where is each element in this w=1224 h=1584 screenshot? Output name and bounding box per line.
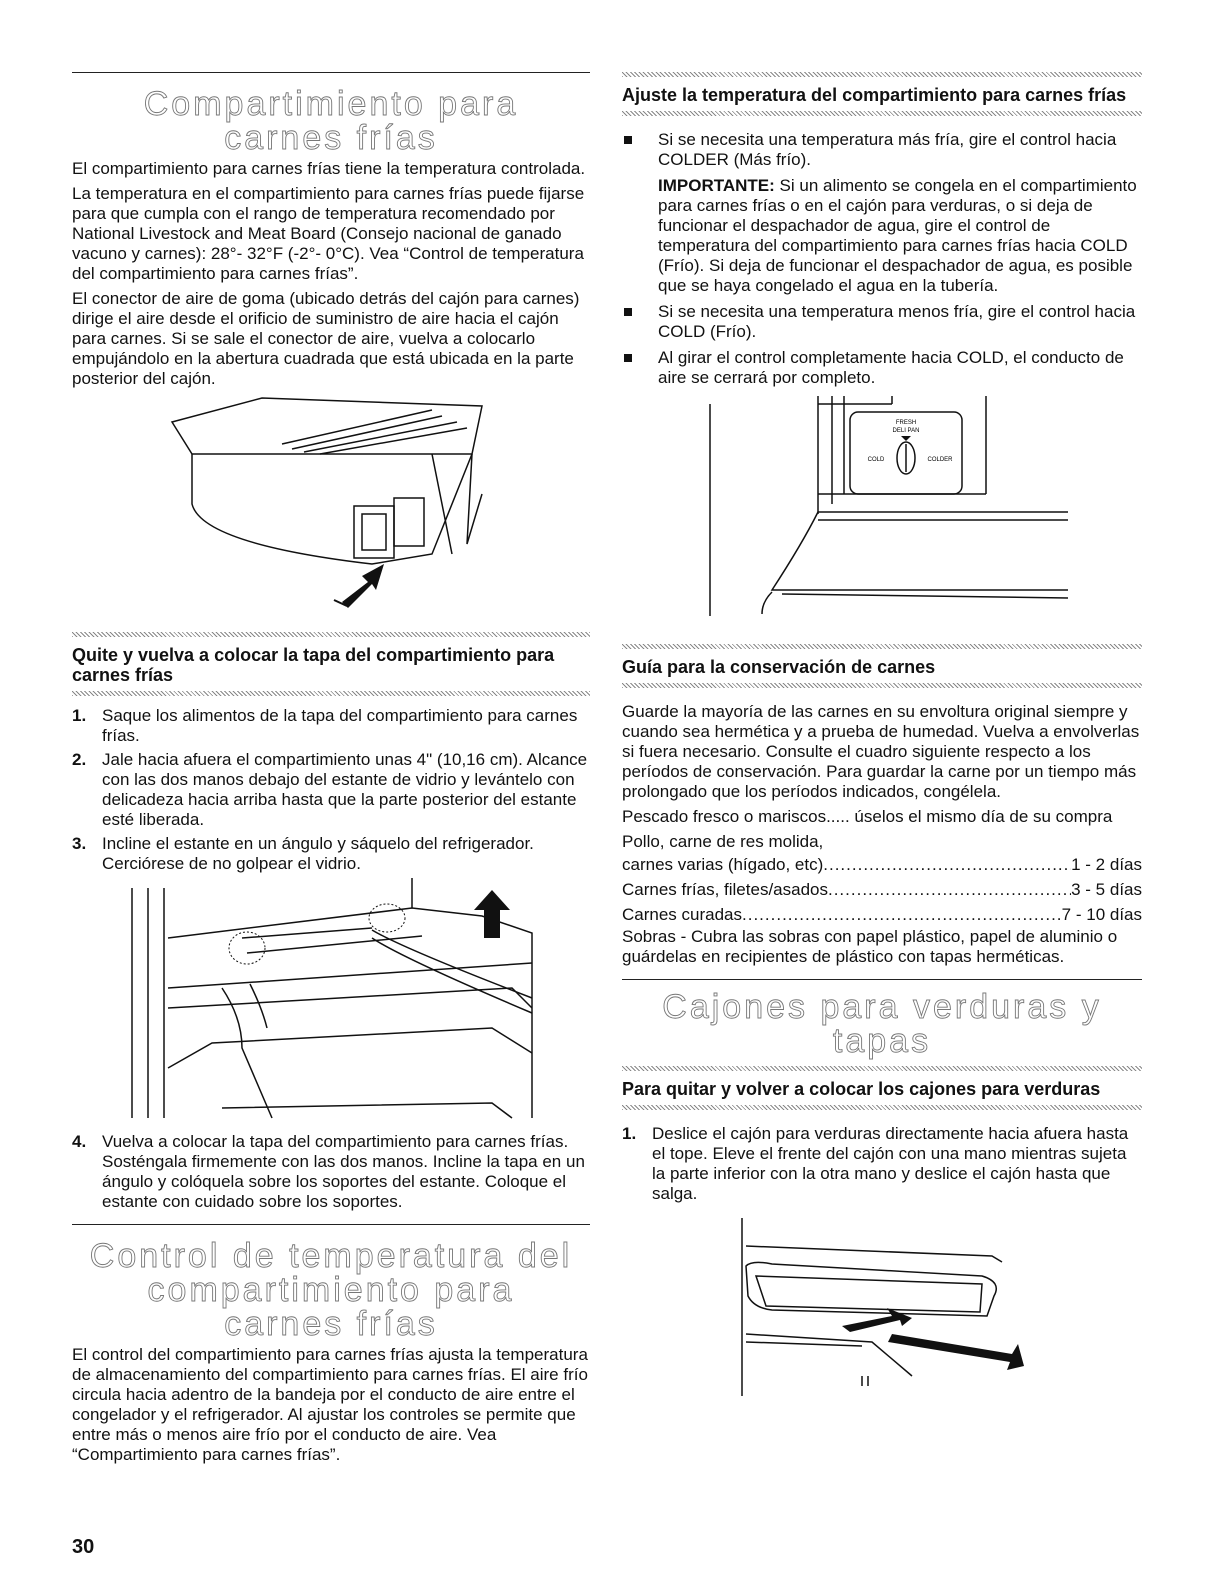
page-number: 30	[72, 1536, 95, 1558]
list-item	[622, 302, 1142, 342]
step-text: Vuelva a colocar la tapa del compartimiento para carnes frías. Sosténgala firmemente con las dos manos. Incline la tapa en un ángulo y colóquela sobre los soportes del estante. Coloque el estante con cuidado sobre los soportes.	[102, 1132, 585, 1211]
step-text: Incline el estante en un ángulo y sáquelo del refrigerador. Cerciórese de no golpear el vidrio.	[102, 834, 534, 873]
step-number: 1.	[72, 706, 87, 725]
storage-period: 3 - 5 días	[1071, 880, 1142, 899]
title-line: Cajones para verduras y tapas	[662, 988, 1102, 1060]
section-rule	[622, 979, 1142, 980]
subheading-crispers: Para quitar y volver a colocar los cajones para verduras	[622, 1079, 1101, 1099]
storage-item: Carnes frías, filetes/asados	[622, 880, 828, 899]
title-line: compartimiento para	[147, 1271, 515, 1309]
hatch-rule	[622, 111, 1142, 116]
table-row	[622, 877, 1142, 902]
paragraph: Sobras - Cubra las sobras con papel plástico, papel de aluminio o guárdelas en recipientes de plástico con tapas herméticas.	[622, 927, 1118, 966]
list-item	[72, 706, 590, 746]
subheading-adjust-temperature: Ajuste la temperatura del compartimiento para carnes frías	[622, 85, 1127, 105]
section-title-temperature-control	[72, 1239, 590, 1341]
steps-list	[72, 706, 590, 874]
list-item	[622, 1124, 1142, 1204]
storage-table	[622, 852, 1142, 927]
list-item	[72, 1132, 590, 1212]
storage-item: Carnes curadas	[622, 905, 743, 924]
dial-label: FRESH	[895, 420, 917, 426]
hatch-rule	[622, 1105, 1142, 1110]
list-item	[622, 348, 1142, 388]
section-rule	[72, 1224, 590, 1225]
step-number: 4.	[72, 1132, 87, 1151]
hatch-rule	[72, 691, 590, 696]
crisper-removal-illustration	[732, 1216, 1152, 1406]
title-line: Compartimiento para	[143, 85, 519, 123]
step-number: 3.	[72, 834, 87, 853]
subheading-remove-cover: Quite y vuelva a colocar la tapa del compartimiento para carnes frías	[72, 645, 555, 685]
list-item	[72, 834, 590, 874]
shelf-removal-illustration	[72, 878, 590, 1128]
table-row	[622, 902, 1142, 927]
title-line: carnes frías	[224, 119, 438, 157]
table-row	[622, 852, 1142, 877]
paragraph: El control del compartimiento para carnes frías ajusta la temperatura de almacenamiento del compartimiento para carnes frías. El aire frío circula hacia adentro de la bandeja por el conducto de aire entre el congelador y el refrigerador. Al ajustar los controles se permite que entre más o menos aire frío por el conducto de aire. Vea “Compartimiento para carnes frías”.	[72, 1345, 588, 1464]
paragraph: El conector de aire de goma (ubicado detrás del cajón para carnes) dirige el aire desde el orificio de suministro de aire hacia el cajón para carnes. Si se sale el conector de aire, vuelva a colocarlo empujándolo en la abertura cuadrada que está ubicada en la parte posterior del cajón.	[72, 289, 580, 388]
storage-item: carnes varias (hígado, etc)	[622, 855, 824, 874]
title-line: carnes frías	[224, 1305, 438, 1343]
storage-period: 7 - 10 días	[1061, 905, 1142, 924]
steps-list	[622, 1124, 1142, 1204]
bullet-list	[622, 302, 1142, 388]
title-line: Control de temperatura del	[89, 1237, 573, 1275]
bullet-text: Si se necesita una temperatura más fría, gire el control hacia COLDER (Más frío).	[658, 130, 1117, 169]
section-title-deli-pan	[72, 87, 590, 155]
bullet-list	[622, 130, 1142, 170]
section-title-crispers	[622, 990, 1142, 1058]
step-text: Saque los alimentos de la tapa del compartimiento para carnes frías.	[102, 706, 578, 745]
storage-chicken: Pollo, carne de res molida,	[622, 832, 824, 851]
important-text: Si un alimento se congela en el compartimiento para carnes frías o en el cajón para verduras, o si deja de funcionar el despachador de agua, gire el control de temperatura del compartimiento para carnes frías hacia COLD (Frío). Si deja de funcionar el despachador de agua, es posible que se haya congelado el agua en la tubería.	[658, 176, 1137, 295]
important-label: IMPORTANTE:	[658, 176, 775, 195]
bullet-icon	[624, 136, 632, 144]
bullet-text: Si se necesita una temperatura menos fría, gire el control hacia COLD (Frío).	[658, 302, 1136, 341]
step-number: 2.	[72, 750, 87, 769]
dial-label-cold: COLD	[867, 457, 885, 463]
hatch-rule	[622, 683, 1142, 688]
section-rule	[72, 72, 590, 73]
left-column	[72, 72, 590, 1470]
list-item	[622, 130, 1142, 170]
paragraph: La temperatura en el compartimiento para carnes frías puede fijarse para que cumpla con el rango de temperatura recomendado por National Livestock and Meat Board (Consejo nacional de ganado vacuno y carnes): 28°- 32°F (-2°- 0°C). Vea “Control de temperatura del compartimiento para carnes frías”.	[72, 184, 585, 283]
dial-label: DELI PAN	[892, 428, 920, 434]
paragraph: Guarde la mayoría de las carnes en su envoltura original siempre y cuando sea hermética y a prueba de humedad. Vuelva a envolverlas si fuera necesario. Consulte el cuadro siguiente respecto a los períodos de conservación. Para guardar la carne por un tiempo más prolongado que los períodos indicados, congélela.	[622, 702, 1140, 801]
right-column	[622, 72, 1142, 1406]
dial-label-colder: COLDER	[927, 457, 953, 463]
storage-period: 1 - 2 días	[1071, 855, 1142, 874]
paragraph: El compartimiento para carnes frías tiene la temperatura controlada.	[72, 159, 586, 178]
list-item	[72, 750, 590, 830]
air-connector-illustration	[72, 394, 590, 626]
step-number: 1.	[622, 1124, 637, 1143]
storage-fish: Pescado fresco o mariscos..... úselos el mismo día de su compra	[622, 807, 1113, 826]
bullet-icon	[624, 308, 632, 316]
bullet-icon	[624, 354, 632, 362]
step-text: Jale hacia afuera el compartimiento unas 4" (10,16 cm). Alcance con las dos manos debajo del estante de vidrio y levántelo con delicadeza hacia arriba hasta que la parte posterior del estante esté liberada.	[102, 750, 588, 829]
step-text: Deslice el cajón para verduras directamente hacia afuera hasta el tope. Eleve el frente del cajón con una mano mientras sujeta la parte inferior con la otra mano y deslice el cajón hasta que salga.	[652, 1124, 1129, 1203]
deli-pan-control-illustration	[622, 394, 1142, 630]
bullet-text: Al girar el control completamente hacia COLD, el conducto de aire se cerrará por completo.	[658, 348, 1124, 387]
subheading-meat-guide: Guía para la conservación de carnes	[622, 657, 936, 677]
important-note	[622, 176, 1142, 296]
steps-list	[72, 1132, 590, 1212]
